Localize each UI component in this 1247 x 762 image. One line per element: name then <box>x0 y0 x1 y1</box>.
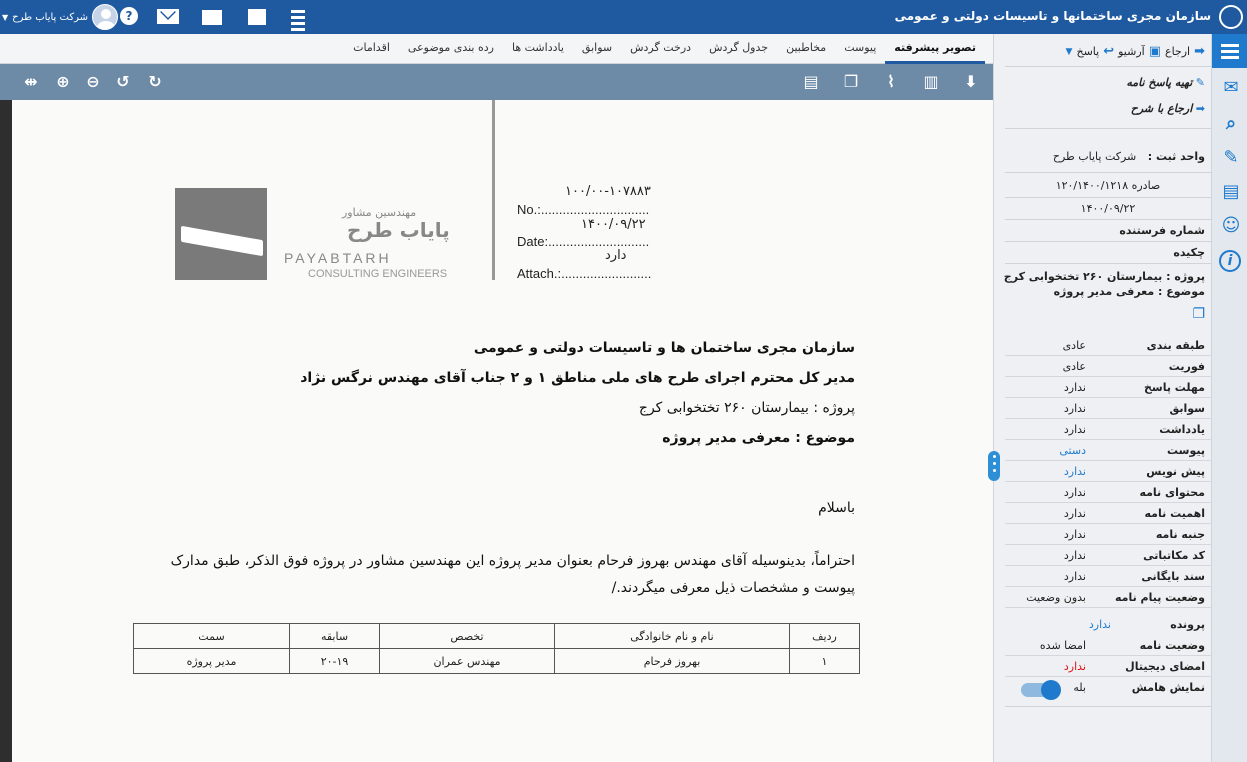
print-icon[interactable]: ▥ <box>923 72 939 91</box>
table-header: سمت <box>134 624 290 649</box>
property-row <box>1005 524 1211 545</box>
user-name[interactable]: شرکت پایاب طرح <box>12 11 88 23</box>
logo-fa-small: مهندسین مشاور <box>342 206 417 219</box>
fit-width-icon[interactable]: ⇹ <box>24 72 38 91</box>
property-row <box>1005 566 1211 587</box>
property-label: جنبه نامه <box>1155 528 1205 541</box>
property-value: ندارد <box>1063 549 1086 562</box>
table-cell: مهندس عمران <box>380 649 555 674</box>
property-label: سند بایگانی <box>1141 570 1205 583</box>
search-letter-icon[interactable]: ⌕ <box>1225 113 1237 134</box>
table-cell: ۲۰-۱۹ <box>290 649 380 674</box>
file-label: پرونده <box>1170 618 1205 631</box>
zoom-in-icon[interactable]: ⊕ <box>56 72 70 91</box>
project-line: پروژه : بیمارستان ۲۶۰ تختخوابی کرج <box>638 400 855 416</box>
info-icon[interactable]: i <box>1219 250 1241 272</box>
property-label: وضعیت پیام نامه <box>1114 591 1205 604</box>
property-row <box>1005 545 1211 566</box>
table-header: تخصص <box>380 624 555 649</box>
digital-sign-label: امضای دیجیتال <box>1125 660 1205 673</box>
logo-en: PAYABTARH <box>284 250 392 266</box>
app-logo-icon <box>1219 5 1243 29</box>
tab-contacts[interactable]: مخاطبین <box>786 41 827 54</box>
app-title: سازمان مجری ساختمانها و تاسیسات دولتی و عمومی <box>894 9 1211 23</box>
date-label: Date:............................ <box>517 234 650 249</box>
property-label: محتوای نامه <box>1139 486 1205 499</box>
property-row <box>1005 335 1211 356</box>
property-value: ندارد <box>1063 402 1086 415</box>
inbox-tray-icon[interactable] <box>248 7 270 27</box>
property-value: ندارد <box>1063 381 1086 394</box>
copy-summary-icon[interactable]: ❐ <box>1192 306 1205 322</box>
property-value: ندارد <box>1063 423 1086 436</box>
reply-arrow-icon[interactable]: ↩ <box>1103 44 1115 59</box>
summary-line-1: پروژه : بیمارستان ۲۶۰ تختخوابی کرج <box>1003 270 1205 283</box>
archive-button[interactable]: آرشیو <box>1118 45 1145 58</box>
rotate-left-icon[interactable]: ↺ <box>116 72 130 91</box>
sender-number-label: شماره فرستنده <box>1119 224 1205 237</box>
property-label: یادداشت <box>1159 423 1205 436</box>
property-value: ندارد <box>1063 486 1086 499</box>
forward-arrow-icon[interactable]: ➡ <box>1194 44 1205 59</box>
document-viewer[interactable] <box>0 100 993 762</box>
property-row <box>1005 440 1211 461</box>
compose-icon[interactable] <box>202 7 224 27</box>
personnel-table <box>133 623 860 674</box>
status-value: امضا شده <box>1039 639 1086 652</box>
reg-unit-value: شرکت پایاب طرح <box>1052 150 1137 163</box>
digital-sign-row <box>1005 656 1211 677</box>
attachment-icon[interactable]: ⌇ <box>887 72 895 91</box>
property-label: پیش نویس <box>1146 465 1205 478</box>
show-margin-value: بله <box>1073 681 1086 694</box>
scan-icon[interactable]: ▤ <box>803 72 819 91</box>
table-header: ردیف <box>790 624 860 649</box>
property-label: مهلت پاسخ <box>1143 381 1205 394</box>
property-value: بدون وضعیت <box>1026 591 1086 604</box>
refer-icon: ➡ <box>1195 102 1205 115</box>
property-row <box>1005 482 1211 503</box>
company-logo-mark <box>175 188 267 280</box>
scan-edge <box>0 100 12 762</box>
status-label: وضعیت نامه <box>1139 639 1205 652</box>
property-label: فوریت <box>1168 360 1205 373</box>
reg-unit-label: واحد ثبت : <box>1147 150 1205 163</box>
reg-unit-row <box>1011 150 1205 163</box>
letter-attach: دارد <box>605 248 627 263</box>
file-value[interactable]: ندارد <box>1088 618 1111 631</box>
new-letter-icon[interactable]: ✉ <box>1223 77 1239 98</box>
property-value: دستی <box>1059 444 1086 457</box>
help-icon[interactable] <box>120 7 142 27</box>
table-cell: بهروز فرحام <box>555 649 790 674</box>
property-row <box>1005 419 1211 440</box>
property-row <box>1005 503 1211 524</box>
help-glyph: ? <box>120 7 138 25</box>
mail-icon[interactable] <box>157 7 179 27</box>
property-value: ندارد <box>1063 507 1086 520</box>
table-cell: ۱ <box>790 649 860 674</box>
property-row <box>1005 398 1211 419</box>
property-label: پیوست <box>1167 444 1205 457</box>
property-value: ندارد <box>1063 528 1086 541</box>
copy-icon[interactable]: ❐ <box>843 72 859 91</box>
attach-label: Attach.:......................... <box>517 266 652 281</box>
property-value: ندارد <box>1063 465 1086 478</box>
letter-number: ۱۰۰/۰۰-۱۰۷۸۸۳ <box>565 184 651 199</box>
letter-date: ۱۴۰۰/۰۹/۲۲ <box>581 217 646 232</box>
property-value: ندارد <box>1063 570 1086 583</box>
reply-letter-icon: ✎ <box>1195 76 1205 89</box>
tab-attachment[interactable]: پیوست <box>844 41 877 54</box>
property-label: کد مکاتباتی <box>1143 549 1205 562</box>
show-margin-label: نمایش هامش <box>1131 681 1205 694</box>
summary-line-2: موضوع : معرفی مدیر پروژه <box>1053 285 1205 298</box>
recipient-title: مدیر کل محترم اجرای طرح های ملی مناطق ۱ و ۲ جناب آقای مهندس نرگس نژاد <box>300 370 855 386</box>
body-line-1: احتراماً، بدینوسیله آقای مهندس بهروز فرحام بعنوان مدیر پروژه این مهندسین مشاور در پروژه فوق الذکر، طبق مدارک <box>170 553 855 569</box>
file-row <box>1005 614 1211 635</box>
property-row <box>1005 587 1211 608</box>
tab-actions[interactable]: اقدامات <box>353 41 390 54</box>
zoom-out-icon[interactable]: ⊖ <box>86 72 100 91</box>
letter-details-panel <box>1005 34 1211 762</box>
top-bar <box>0 0 1247 34</box>
show-margin-toggle[interactable] <box>1021 683 1059 697</box>
summary-label: چکیده <box>1173 246 1205 259</box>
tab-notes[interactable]: یادداشت ها <box>511 41 564 54</box>
prepare-reply-link[interactable]: تهیه پاسخ نامه <box>1126 76 1193 89</box>
table-row <box>134 649 860 674</box>
property-row <box>1005 377 1211 398</box>
avatar[interactable] <box>92 4 118 30</box>
recipient-org: سازمان مجری ساختمان ها و تاسیسات دولتی و عمومی <box>473 340 855 356</box>
tab-flow-tree[interactable]: درخت گردش <box>630 41 692 54</box>
hamburger-menu-icon[interactable] <box>1212 34 1247 68</box>
table-cell: مدیر پروژه <box>134 649 290 674</box>
greeting: باسلام <box>818 500 855 516</box>
rotate-right-icon[interactable]: ↻ <box>148 72 162 91</box>
body-line-2: پیوست و مشخصات ذیل معرفی میگردند./ <box>611 580 855 596</box>
refer-with-note-link[interactable]: ارجاع با شرح <box>1130 102 1193 115</box>
property-row <box>1005 356 1211 377</box>
property-label: اهمیت نامه <box>1144 507 1205 520</box>
document-list-icon[interactable]: ▤ <box>1222 181 1240 202</box>
property-label: سوابق <box>1169 402 1205 415</box>
tab-flow-table[interactable]: جدول گردش <box>709 41 769 54</box>
tab-bar <box>0 34 993 64</box>
no-label: No.:.............................. <box>517 202 650 217</box>
chevron-down-icon[interactable]: ▼ <box>1065 46 1073 57</box>
logo-sub: CONSULTING ENGINEERS <box>308 268 448 280</box>
digital-sign-value: ندارد <box>1063 660 1086 673</box>
subject-line: موضوع : معرفی مدیر پروژه <box>662 430 855 446</box>
refer-button[interactable]: ارجاع <box>1165 45 1191 58</box>
tab-advanced-image[interactable]: تصویر پیشرفته <box>885 34 985 64</box>
reply-button[interactable]: پاسخ <box>1076 45 1100 58</box>
issued-number: صادره ۱۲۰/۱۴۰۰/۱۲۱۸ <box>1055 179 1161 192</box>
status-row <box>1005 635 1211 656</box>
property-row <box>1005 461 1211 482</box>
table-header-row <box>134 624 860 649</box>
table-header: سابقه <box>290 624 380 649</box>
task-list-icon[interactable] <box>285 7 307 27</box>
prepare-reply-row[interactable] <box>1011 76 1205 89</box>
issued-date: ۱۴۰۰/۰۹/۲۲ <box>1080 202 1136 215</box>
user-menu[interactable] <box>2 4 118 30</box>
property-value: عادی <box>1062 360 1086 373</box>
side-nav <box>1211 34 1247 762</box>
table-header: نام و نام خانوادگی <box>555 624 790 649</box>
logo-fa-big: پایاب طرح <box>347 218 450 242</box>
header-divider <box>492 100 495 280</box>
property-label: طبقه بندی <box>1146 339 1205 352</box>
image-toolbar <box>0 64 993 100</box>
download-icon[interactable]: ⬇ <box>964 72 978 91</box>
splitter-handle[interactable] <box>988 451 1000 481</box>
archive-icon[interactable]: ▣ <box>1148 44 1161 59</box>
tab-subject-classification[interactable]: رده بندی موضوعی <box>407 41 494 54</box>
quick-actions <box>1011 44 1205 59</box>
refer-note-row[interactable] <box>1011 102 1205 115</box>
people-icon[interactable]: ☺ <box>1221 215 1241 236</box>
tab-history[interactable]: سوابق <box>581 41 613 54</box>
property-value: عادی <box>1062 339 1086 352</box>
edit-letter-icon[interactable]: ✎ <box>1223 147 1239 168</box>
panel-splitter[interactable] <box>993 34 1005 762</box>
chevron-down-icon[interactable]: ▼ <box>2 12 9 22</box>
